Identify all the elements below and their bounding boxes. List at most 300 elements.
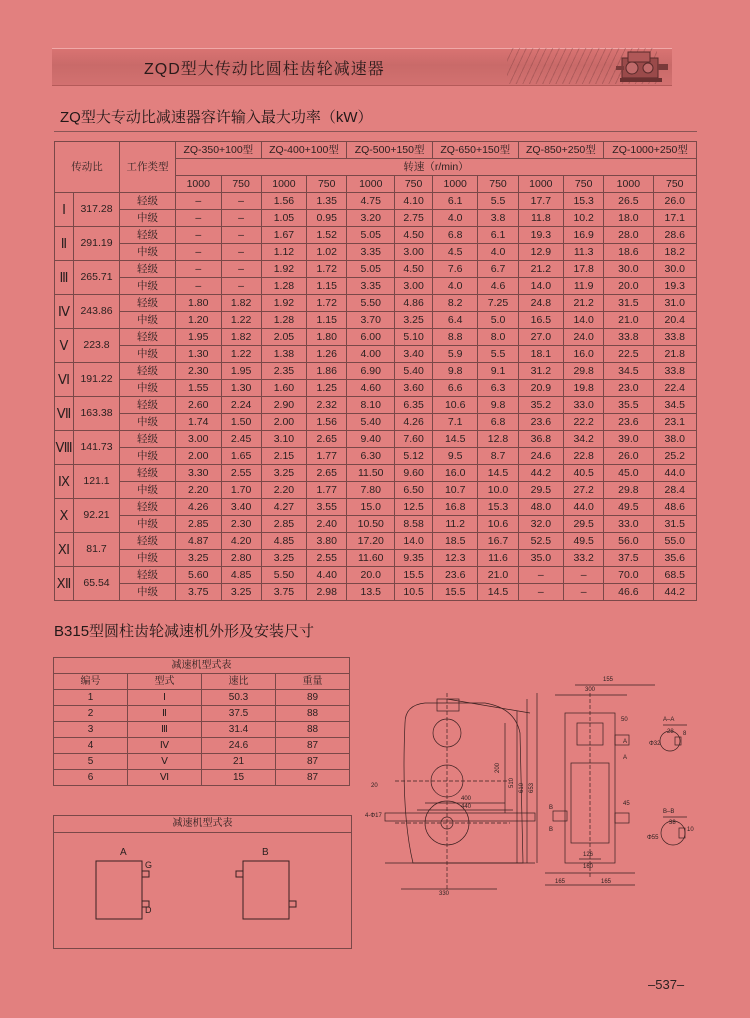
power-cell: 3.70 — [347, 312, 395, 329]
power-cell: 4.00 — [347, 346, 395, 363]
power-cell: 3.25 — [261, 550, 307, 567]
power-cell: 2.80 — [221, 550, 261, 567]
power-cell: 5.40 — [395, 363, 433, 380]
header-speed-value: 750 — [221, 176, 261, 193]
ratio-numeral: Ⅵ — [55, 363, 74, 397]
model-table-header: 重量 — [276, 674, 350, 690]
power-cell: 5.12 — [395, 448, 433, 465]
ratio-value: 65.54 — [74, 567, 120, 601]
power-cell: 29.5 — [518, 482, 564, 499]
power-cell: 4.0 — [432, 210, 478, 227]
table-row — [55, 295, 697, 312]
power-cell: 35.6 — [653, 550, 696, 567]
power-cell: 2.24 — [221, 397, 261, 414]
model-table — [53, 657, 350, 786]
power-cell: 34.5 — [653, 397, 696, 414]
section-power-heading: ZQ型大专动比减速器容许输入最大功率（kW） — [60, 109, 373, 126]
power-cell: – — [221, 278, 261, 295]
power-cell: 1.20 — [176, 312, 222, 329]
power-cell: 14.0 — [564, 312, 604, 329]
power-cell: 4.5 — [432, 244, 478, 261]
power-cell: 1.56 — [261, 193, 307, 210]
work-type: 轻级 — [120, 533, 176, 550]
work-type: 轻级 — [120, 499, 176, 516]
power-cell: – — [176, 227, 222, 244]
power-cell: 2.65 — [307, 465, 347, 482]
ratio-value: 141.73 — [74, 431, 120, 465]
power-cell: 5.40 — [347, 414, 395, 431]
power-cell: 11.8 — [518, 210, 564, 227]
ratio-numeral: Ⅴ — [55, 329, 74, 363]
power-cell: 3.35 — [347, 244, 395, 261]
power-cell: 29.5 — [564, 516, 604, 533]
power-cell: 1.30 — [221, 380, 261, 397]
power-cell: 8.2 — [432, 295, 478, 312]
power-table — [54, 141, 697, 601]
header-speed-value: 750 — [653, 176, 696, 193]
ratio-numeral: Ⅱ — [55, 227, 74, 261]
power-cell: 0.95 — [307, 210, 347, 227]
cut-label-a1: A — [623, 739, 628, 745]
header-speed-value: 1000 — [176, 176, 222, 193]
power-cell: 6.50 — [395, 482, 433, 499]
power-cell: 9.35 — [395, 550, 433, 567]
power-cell: 16.0 — [564, 346, 604, 363]
header-speed-value: 1000 — [261, 176, 307, 193]
power-cell: 6.1 — [432, 193, 478, 210]
model-cell: 4 — [54, 738, 128, 754]
ratio-numeral: Ⅰ — [55, 193, 74, 227]
table-row — [55, 210, 697, 227]
power-cell: 2.00 — [176, 448, 222, 465]
work-type: 中级 — [120, 210, 176, 227]
power-cell: 44.0 — [653, 465, 696, 482]
power-cell: 24.0 — [564, 329, 604, 346]
power-cell: 33.0 — [564, 397, 604, 414]
power-cell: 2.00 — [261, 414, 307, 431]
power-cell: 2.20 — [261, 482, 307, 499]
table-row — [55, 584, 697, 601]
power-cell: 15.3 — [564, 193, 604, 210]
power-cell: 17.7 — [518, 193, 564, 210]
header-speed-value: 1000 — [347, 176, 395, 193]
power-cell: 7.1 — [432, 414, 478, 431]
dim-10: 10 — [687, 827, 694, 833]
table-row — [55, 363, 697, 380]
power-cell: 4.6 — [478, 278, 518, 295]
power-cell: – — [221, 210, 261, 227]
power-cell: 2.20 — [176, 482, 222, 499]
power-cell: 15.5 — [395, 567, 433, 584]
power-cell: 34.5 — [604, 363, 653, 380]
power-cell: 4.50 — [395, 261, 433, 278]
power-cell: 15.0 — [347, 499, 395, 516]
dim-165-left: 165 — [555, 879, 566, 885]
power-cell: 10.6 — [432, 397, 478, 414]
power-cell: 19.8 — [564, 380, 604, 397]
model-table-title: 减速机型式表 — [54, 658, 350, 674]
table-row — [55, 431, 697, 448]
power-cell: 10.0 — [478, 482, 518, 499]
dim-510: 510 — [509, 777, 515, 788]
power-cell: 8.0 — [478, 329, 518, 346]
model-cell: 2 — [54, 706, 128, 722]
ratio-value: 291.19 — [74, 227, 120, 261]
power-cell: 2.90 — [261, 397, 307, 414]
power-cell: 52.5 — [518, 533, 564, 550]
ratio-value: 265.71 — [74, 261, 120, 295]
dim-610: 610 — [519, 782, 525, 793]
model-cell: Ⅱ — [128, 706, 202, 722]
model-table-header: 编号 — [54, 674, 128, 690]
model-cell: 88 — [276, 706, 350, 722]
table-row — [55, 550, 697, 567]
work-type: 轻级 — [120, 567, 176, 584]
work-type: 中级 — [120, 584, 176, 601]
power-cell: 1.82 — [221, 295, 261, 312]
table-row — [55, 329, 697, 346]
label-d: D — [145, 905, 152, 915]
power-cell: 17.1 — [653, 210, 696, 227]
work-type: 中级 — [120, 516, 176, 533]
page-title: ZQD型大传动比圆柱齿轮减速器 — [144, 61, 385, 78]
power-cell: 6.8 — [478, 414, 518, 431]
power-cell: 14.5 — [478, 584, 518, 601]
table-row — [55, 516, 697, 533]
power-cell: – — [176, 278, 222, 295]
power-cell: 33.8 — [653, 329, 696, 346]
power-cell: 4.50 — [395, 227, 433, 244]
power-cell: 18.5 — [432, 533, 478, 550]
power-cell: 1.56 — [307, 414, 347, 431]
power-cell: 31.0 — [653, 295, 696, 312]
power-cell: 38.0 — [653, 431, 696, 448]
work-type: 轻级 — [120, 261, 176, 278]
power-cell: 26.0 — [653, 193, 696, 210]
power-cell: 5.05 — [347, 261, 395, 278]
ratio-value: 163.38 — [74, 397, 120, 431]
power-cell: 28.6 — [653, 227, 696, 244]
power-cell: 16.5 — [518, 312, 564, 329]
dim-20: 20 — [371, 783, 378, 789]
model-cell: Ⅵ — [128, 770, 202, 786]
power-cell: 2.98 — [307, 584, 347, 601]
power-cell: 4.75 — [347, 193, 395, 210]
power-cell: 3.80 — [307, 533, 347, 550]
power-cell: 23.1 — [653, 414, 696, 431]
table-row — [55, 482, 697, 499]
header-model: ZQ-400+100型 — [261, 142, 347, 159]
header-speed-value: 750 — [564, 176, 604, 193]
model-cell: 6 — [54, 770, 128, 786]
power-cell: 1.60 — [261, 380, 307, 397]
power-cell: – — [176, 210, 222, 227]
work-type: 轻级 — [120, 329, 176, 346]
power-cell: 18.2 — [653, 244, 696, 261]
work-type: 轻级 — [120, 465, 176, 482]
table-row — [55, 244, 697, 261]
dim-38: 38 — [669, 820, 676, 826]
power-cell: 12.9 — [518, 244, 564, 261]
header-speed-value: 1000 — [432, 176, 478, 193]
power-cell: 4.40 — [307, 567, 347, 584]
power-cell: 12.8 — [478, 431, 518, 448]
power-cell: 1.28 — [261, 278, 307, 295]
gearbox-image — [612, 46, 674, 86]
power-cell: 6.4 — [432, 312, 478, 329]
power-cell: 9.8 — [478, 397, 518, 414]
layout-box-title: 减速机型式表 — [54, 816, 351, 833]
model-cell: 37.5 — [202, 706, 276, 722]
page-number: –537– — [648, 977, 685, 992]
power-cell: 22.5 — [604, 346, 653, 363]
work-type: 中级 — [120, 312, 176, 329]
power-cell: 44.2 — [518, 465, 564, 482]
power-cell: 8.58 — [395, 516, 433, 533]
dim-160: 160 — [583, 864, 594, 870]
table-row — [54, 738, 350, 754]
power-cell: 34.2 — [564, 431, 604, 448]
power-cell: 37.5 — [604, 550, 653, 567]
layout-box — [53, 815, 352, 949]
header-model: ZQ-500+150型 — [347, 142, 433, 159]
model-cell: 1 — [54, 690, 128, 706]
power-cell: 22.4 — [653, 380, 696, 397]
power-cell: 1.50 — [221, 414, 261, 431]
power-cell: – — [221, 227, 261, 244]
dim-330: 330 — [439, 891, 450, 897]
work-type: 中级 — [120, 482, 176, 499]
table-row — [54, 770, 350, 786]
model-cell: 88 — [276, 722, 350, 738]
power-cell: 20.9 — [518, 380, 564, 397]
table-row — [55, 312, 697, 329]
power-cell: – — [564, 584, 604, 601]
dim-4phi17: 4-Φ17 — [365, 813, 382, 819]
power-cell: 9.1 — [478, 363, 518, 380]
power-cell: 1.72 — [307, 261, 347, 278]
power-cell: 7.60 — [395, 431, 433, 448]
power-cell: 46.6 — [604, 584, 653, 601]
dim-phi32: Φ32 — [649, 741, 661, 747]
ratio-value: 223.8 — [74, 329, 120, 363]
power-cell: 17.20 — [347, 533, 395, 550]
power-cell: 3.75 — [176, 584, 222, 601]
power-cell: 31.2 — [518, 363, 564, 380]
power-cell: 2.65 — [307, 431, 347, 448]
power-cell: 33.8 — [604, 329, 653, 346]
cut-label-b1: B — [549, 805, 554, 811]
power-cell: 23.6 — [432, 567, 478, 584]
power-cell: 18.6 — [604, 244, 653, 261]
ratio-value: 191.22 — [74, 363, 120, 397]
power-cell: – — [518, 567, 564, 584]
work-type: 轻级 — [120, 363, 176, 380]
model-cell: 50.3 — [202, 690, 276, 706]
dim-200: 200 — [495, 762, 501, 773]
table-row — [55, 414, 697, 431]
power-cell: 55.0 — [653, 533, 696, 550]
power-cell: 2.55 — [221, 465, 261, 482]
header-ratio: 传动比 — [55, 142, 120, 193]
power-cell: 8.8 — [432, 329, 478, 346]
dim-126: 126 — [583, 852, 594, 858]
power-cell: 35.0 — [518, 550, 564, 567]
header-model: ZQ-1000+250型 — [604, 142, 697, 159]
power-cell: 36.8 — [518, 431, 564, 448]
power-cell: 5.60 — [176, 567, 222, 584]
power-cell: 4.0 — [478, 244, 518, 261]
section-aa-label: A–A — [663, 717, 675, 723]
power-cell: 15.3 — [478, 499, 518, 516]
power-cell: 4.86 — [395, 295, 433, 312]
table-row — [55, 397, 697, 414]
power-cell: 10.6 — [478, 516, 518, 533]
power-cell: 33.2 — [564, 550, 604, 567]
table-row — [55, 448, 697, 465]
power-cell: 3.8 — [478, 210, 518, 227]
power-cell: 1.92 — [261, 295, 307, 312]
ratio-numeral: Ⅲ — [55, 261, 74, 295]
power-cell: 14.5 — [432, 431, 478, 448]
power-cell: 2.30 — [176, 363, 222, 380]
table-row — [55, 227, 697, 244]
power-cell: 20.4 — [653, 312, 696, 329]
power-cell: 35.2 — [518, 397, 564, 414]
power-cell: 2.35 — [261, 363, 307, 380]
work-type: 中级 — [120, 414, 176, 431]
power-cell: 1.74 — [176, 414, 222, 431]
power-cell: 3.25 — [176, 550, 222, 567]
power-cell: 16.9 — [564, 227, 604, 244]
table-row — [55, 278, 697, 295]
power-cell: 19.3 — [653, 278, 696, 295]
power-cell: 14.0 — [518, 278, 564, 295]
power-cell: 1.30 — [176, 346, 222, 363]
power-cell: 28.4 — [653, 482, 696, 499]
power-cell: 11.60 — [347, 550, 395, 567]
dim-phi55: Φ55 — [647, 835, 659, 841]
power-cell: 4.27 — [261, 499, 307, 516]
work-type: 轻级 — [120, 295, 176, 312]
power-cell: 9.5 — [432, 448, 478, 465]
power-cell: 3.75 — [261, 584, 307, 601]
model-cell: 21 — [202, 754, 276, 770]
power-cell: 18.0 — [604, 210, 653, 227]
power-cell: 5.9 — [432, 346, 478, 363]
power-cell: 17.8 — [564, 261, 604, 278]
power-cell: 6.30 — [347, 448, 395, 465]
dim-400: 400 — [461, 796, 472, 802]
power-cell: 2.32 — [307, 397, 347, 414]
model-table-header: 速比 — [202, 674, 276, 690]
power-cell: 16.7 — [478, 533, 518, 550]
power-cell: 9.60 — [395, 465, 433, 482]
power-cell: 5.50 — [347, 295, 395, 312]
power-cell: 20.0 — [347, 567, 395, 584]
power-cell: 3.55 — [307, 499, 347, 516]
table-row — [55, 261, 697, 278]
header-banner — [52, 42, 704, 88]
ratio-numeral: Ⅻ — [55, 567, 74, 601]
power-cell: 5.05 — [347, 227, 395, 244]
model-cell: 87 — [276, 770, 350, 786]
table-row — [55, 380, 697, 397]
power-cell: 7.25 — [478, 295, 518, 312]
section-dim-heading: B315型圆柱齿轮减速机外形及安装尺寸 — [54, 623, 315, 640]
power-cell: 15.5 — [432, 584, 478, 601]
cut-label-a2: A — [623, 755, 628, 761]
power-cell: 3.00 — [395, 278, 433, 295]
ratio-value: 121.1 — [74, 465, 120, 499]
power-cell: 3.40 — [395, 346, 433, 363]
power-cell: 10.2 — [564, 210, 604, 227]
power-cell: 1.22 — [221, 346, 261, 363]
power-cell: 3.20 — [347, 210, 395, 227]
power-cell: 3.00 — [176, 431, 222, 448]
table-row — [55, 465, 697, 482]
table-row — [55, 533, 697, 550]
table-row — [54, 690, 350, 706]
power-cell: 1.15 — [307, 312, 347, 329]
power-cell: 13.5 — [347, 584, 395, 601]
power-cell: 11.2 — [432, 516, 478, 533]
power-cell: 48.0 — [518, 499, 564, 516]
power-cell: 6.3 — [478, 380, 518, 397]
work-type: 中级 — [120, 380, 176, 397]
power-cell: 4.85 — [221, 567, 261, 584]
power-cell: 32.0 — [518, 516, 564, 533]
power-cell: 3.00 — [395, 244, 433, 261]
power-cell: 8.10 — [347, 397, 395, 414]
power-cell: 6.8 — [432, 227, 478, 244]
power-cell: 6.7 — [478, 261, 518, 278]
power-cell: 1.35 — [307, 193, 347, 210]
power-cell: 5.5 — [478, 346, 518, 363]
power-cell: 22.8 — [564, 448, 604, 465]
power-cell: 4.26 — [395, 414, 433, 431]
header-speed: 转速（r/min） — [176, 159, 697, 176]
power-cell: 1.80 — [176, 295, 222, 312]
power-cell: 22.2 — [564, 414, 604, 431]
header-speed-value: 1000 — [604, 176, 653, 193]
power-cell: 1.22 — [221, 312, 261, 329]
power-cell: 23.6 — [518, 414, 564, 431]
power-cell: – — [518, 584, 564, 601]
power-cell: 7.6 — [432, 261, 478, 278]
header-speed-value: 750 — [307, 176, 347, 193]
table-row — [55, 567, 697, 584]
power-cell: 1.12 — [261, 244, 307, 261]
power-cell: 70.0 — [604, 567, 653, 584]
table-row — [55, 346, 697, 363]
power-cell: 3.10 — [261, 431, 307, 448]
ratio-numeral: Ⅹ — [55, 499, 74, 533]
power-cell: 21.0 — [478, 567, 518, 584]
power-cell: 1.02 — [307, 244, 347, 261]
power-cell: 21.8 — [653, 346, 696, 363]
power-cell: 1.72 — [307, 295, 347, 312]
model-cell: 3 — [54, 722, 128, 738]
power-cell: 12.5 — [395, 499, 433, 516]
label-b: B — [262, 847, 269, 858]
power-cell: 24.8 — [518, 295, 564, 312]
header-speed-value: 750 — [478, 176, 518, 193]
power-cell: 1.65 — [221, 448, 261, 465]
power-cell: 39.0 — [604, 431, 653, 448]
power-cell: 4.10 — [395, 193, 433, 210]
power-cell: 1.55 — [176, 380, 222, 397]
